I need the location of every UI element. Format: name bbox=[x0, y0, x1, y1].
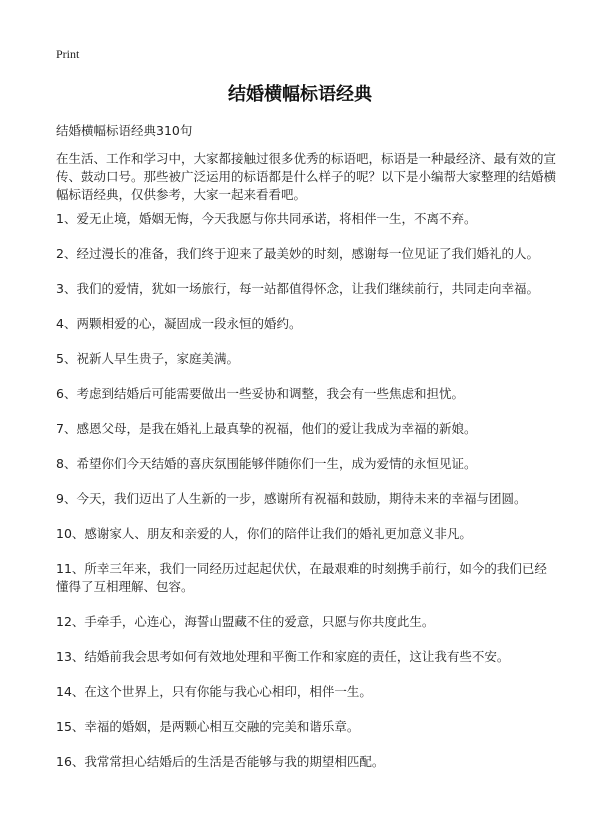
list-item: 4、两颗相爱的心，凝固成一段永恒的婚约。 bbox=[56, 316, 302, 331]
list-item: 16、我常常担心结婚后的生活是否能够与我的期望相匹配。 bbox=[56, 754, 385, 769]
list-item: 3、我们的爱情，犹如一场旅行，每一站都值得怀念，让我们继续前行，共同走向幸福。 bbox=[56, 281, 539, 296]
list-item: 8、希望你们今天结婚的喜庆氛围能够伴随你们一生，成为爱情的永恒见证。 bbox=[56, 456, 477, 471]
list-item: 11、所幸三年来，我们一同经历过起起伏伏，在最艰难的时刻携手前行，如今的我们已经懂得了互相理解、包容。 bbox=[56, 561, 547, 594]
list-item: 2、经过漫长的准备，我们终于迎来了最美妙的时刻，感谢每一位见证了我们婚礼的人。 bbox=[56, 246, 539, 261]
page-title: 结婚横幅标语经典 bbox=[228, 84, 372, 105]
subtitle: 结婚横幅标语经典310句 bbox=[56, 123, 193, 138]
list-item: 12、手牵手，心连心，海誓山盟藏不住的爱意，只愿与你共度此生。 bbox=[56, 614, 435, 629]
list-item: 7、感恩父母，是我在婚礼上最真挚的祝福，他们的爱让我成为幸福的新娘。 bbox=[56, 421, 477, 436]
slogan-list bbox=[56, 210, 556, 788]
list-item: 10、感谢家人、朋友和亲爱的人，你们的陪伴让我们的婚礼更加意义非凡。 bbox=[56, 526, 472, 541]
intro-paragraph: 在生活、工作和学习中，大家都接触过很多优秀的标语吧，标语是一种最经济、最有效的宣传、鼓动口号。那些被广泛运用的标语都是什么样子的呢？以下是小编帮大家整理的结婚横幅标语经典，仅供参考，大家一起来看看吧。 bbox=[56, 151, 557, 202]
list-item: 15、幸福的婚姻，是两颗心相互交融的完美和谐乐章。 bbox=[56, 719, 360, 734]
list-item: 14、在这个世界上，只有你能与我心心相印，相伴一生。 bbox=[56, 684, 372, 699]
print-link[interactable]: Print bbox=[56, 47, 80, 61]
list-item: 1、爱无止境，婚姻无悔，今天我愿与你共同承诺，将相伴一生，不离不弃。 bbox=[56, 211, 477, 226]
list-item: 13、结婚前我会思考如何有效地处理和平衡工作和家庭的责任，这让我有些不安。 bbox=[56, 649, 510, 664]
list-item: 5、祝新人早生贵子，家庭美满。 bbox=[56, 351, 239, 366]
list-item: 9、今天，我们迈出了人生新的一步，感谢所有祝福和鼓励，期待未来的幸福与团圆。 bbox=[56, 491, 527, 506]
list-item: 6、考虑到结婚后可能需要做出一些妥协和调整，我会有一些焦虑和担忧。 bbox=[56, 386, 464, 401]
